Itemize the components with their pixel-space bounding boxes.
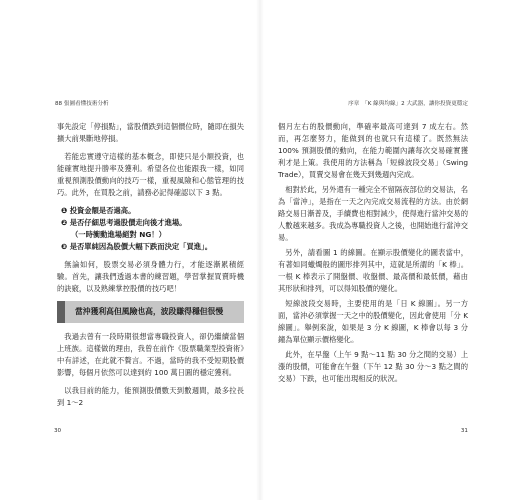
checklist-item: ❸ 是否單純因為股價大幅下跌而決定「買進」。 xyxy=(61,242,213,251)
body-paragraph: 另外，請看圖 1 的線圖。在顯示股價變化的圖表當中，有著如同蠟燭般的圖形排列其中，這就是所謂的「K 棒」。一根 K 棒表示了開盤價、收盤價、最高價和最低價，藉由其形狀和排列，可以得知股價的變化。 xyxy=(278,248,468,293)
left-running-head: 88 張圖看懂技術分析 xyxy=(55,101,109,107)
body-paragraph: 此外，在早盤（上午 9 點～11 點 30 分之間的交易）上漲的股價，可能會在午盤（下午 12 點 30 分～3 點之間的交易）下跌，也可能出現相反的狀況。 xyxy=(278,350,468,383)
right-page-number: 31 xyxy=(460,428,468,434)
checklist xyxy=(61,205,244,253)
body-paragraph: 個月左右的股價動向，準確率最高可達到 7 成左右。然而，再怎麼努力，能做到的也就只有這樣了。既然無法 100% 預測股價的動向，在能力範圍內讓每次交易確實獲利才是上策。我使用的方法稱為「短線波段交易」（Swing Trade），買賣交易會在幾天到幾週內完成。 xyxy=(278,122,468,179)
left-page-number: 30 xyxy=(54,428,62,434)
body-paragraph: 無論如何，股票交易必須身體力行，才能逐漸累積經驗。首先，讓我們透過本書的練習題，學習掌握買賣時機的訣竅，以及熟練掌控股價的技巧吧！ xyxy=(57,260,244,293)
checklist-note: （一時衝動進場絕對 NG！） xyxy=(71,230,166,239)
left-page-body xyxy=(57,121,244,415)
page-gutter xyxy=(256,0,264,500)
section-heading: 當沖獲利高但風險也高，波段賺得穩但很慢 xyxy=(75,307,224,316)
checklist-item: ❶ 投資金額是否過高。 xyxy=(61,206,136,215)
body-paragraph: 以我目前的能力，能預測股價數天到數週間，最多拉長到 1～2 xyxy=(57,386,244,407)
body-paragraph: 我過去曾有一段時期很想當專職投資人，卻仍繼續當個上班族。這樣做的理由，我曾在前作《股票職業型投資術》中有詳述，在此就不贅言。不過，當時的我不受短期股價影響，每個月依然可以達到約 100 萬日圓的穩定獲利。 xyxy=(57,332,244,377)
right-running-head: 序章 「K 線與均線」2 大武器，讓你投資更穩定 xyxy=(348,101,468,107)
heading-marker xyxy=(57,301,65,323)
right-page-body xyxy=(278,121,468,388)
body-paragraph: 事先設定「停損點」，當股價跌到這個價位時，隨即在損失擴大前果斷地停損。 xyxy=(57,122,244,143)
checklist-item: ❷ 是否仔細思考過股價走向後才進場。 xyxy=(61,218,187,227)
body-paragraph: 相對於此，另外還有一種完全不留隔夜部位的交易法，名為「當沖」，是指在一天之內完成交易流程的方法。由於網路交易日漸普及，手續費也相對減少，使得進行當沖交易的人數越來越多。我成為專職投資人之後，也開始進行當沖交易。 xyxy=(278,185,468,242)
body-paragraph: 短線波段交易時，主要使用的是「日 K 線圖」。另一方面，當沖必須掌握一天之中的股價變化，因此會使用「分 K 線圖」。舉例來說，如果是 3 分 K 線圖，K 棒會以每 3 分鐘為單位顯示價格變化。 xyxy=(278,299,468,344)
body-paragraph: 若能忠實遵守這樣的基本概念，即使只是小額投資，也能確實地提升勝率及獲利。希望各位也能跟我一樣，如同重視預測股價動向的技巧一樣，重視風險和心態管理的技巧。此外，在買股之前，請務必記得確認以下 3 點。 xyxy=(57,152,244,197)
section-heading-box xyxy=(57,301,244,323)
